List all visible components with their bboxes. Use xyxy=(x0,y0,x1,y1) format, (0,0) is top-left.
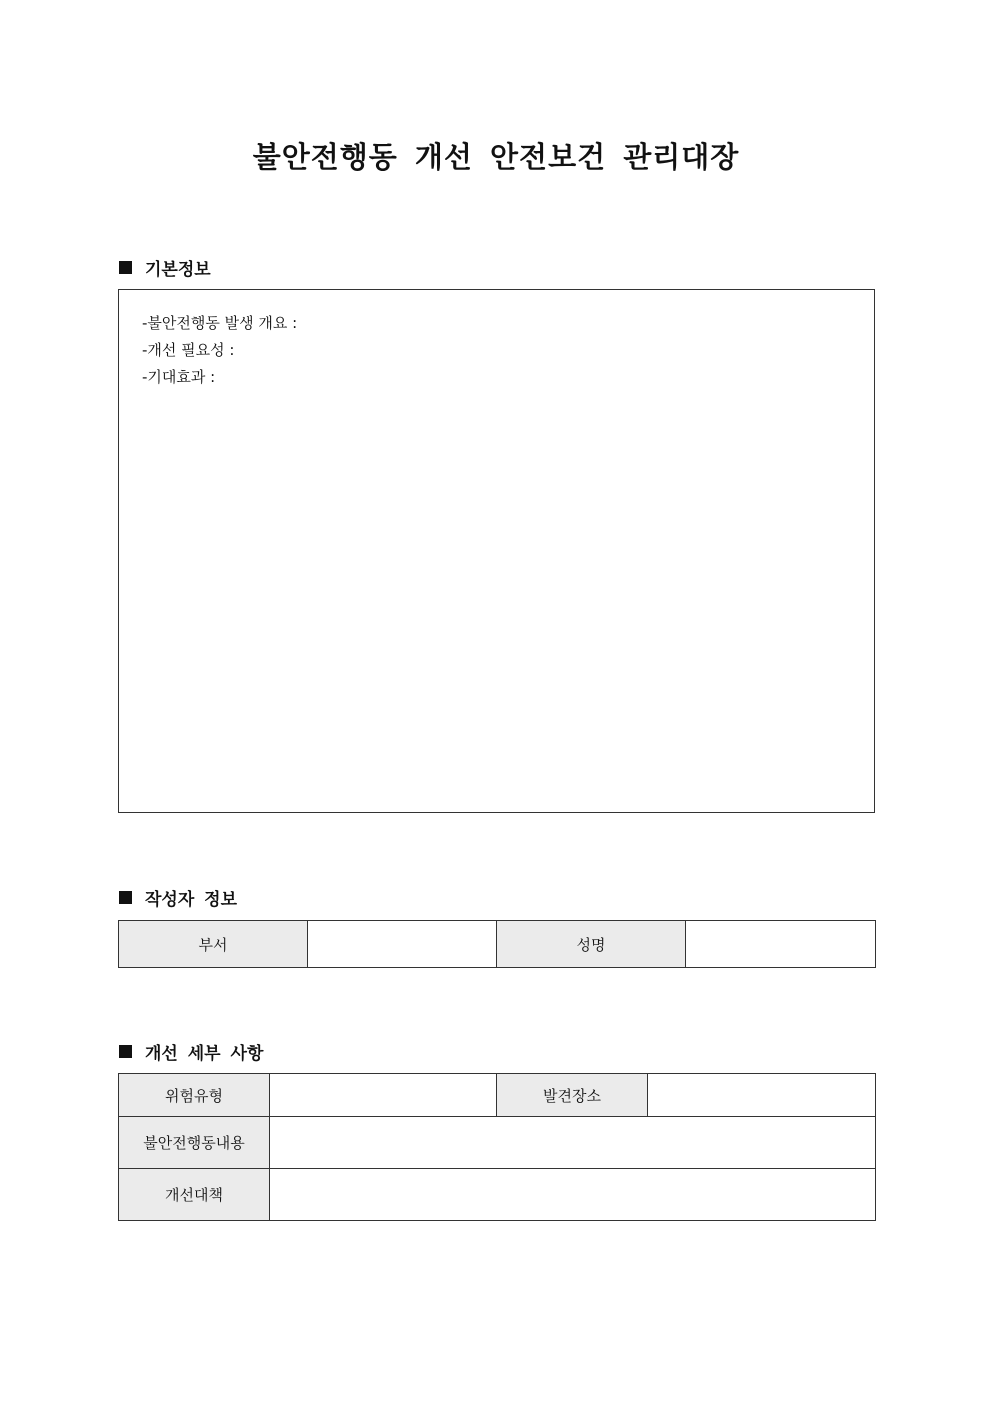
black-square-bullet-icon xyxy=(119,261,132,274)
improvement-details-table xyxy=(118,1073,876,1221)
department-field[interactable] xyxy=(308,921,497,968)
basic-info-line-overview: -불안전행동 발생 개요 : xyxy=(142,314,298,332)
department-label: 부서 xyxy=(119,921,308,968)
basic-info-lines xyxy=(142,310,297,391)
author-info-table xyxy=(118,920,876,968)
section-heading-text: 기본정보 xyxy=(145,260,211,280)
section-heading-author-info xyxy=(119,885,237,910)
unsafe-behavior-field[interactable] xyxy=(270,1117,876,1169)
hazard-type-field[interactable] xyxy=(270,1074,497,1117)
section-heading-text: 개선 세부 사항 xyxy=(145,1044,264,1064)
location-label: 발견장소 xyxy=(497,1074,648,1117)
section-heading-improvement-details xyxy=(119,1039,263,1064)
location-field[interactable] xyxy=(648,1074,876,1117)
unsafe-behavior-label: 불안전행동내용 xyxy=(119,1117,270,1169)
section-heading-basic-info xyxy=(119,255,211,280)
black-square-bullet-icon xyxy=(119,1045,132,1058)
black-square-bullet-icon xyxy=(119,891,132,904)
basic-info-box[interactable] xyxy=(118,289,875,813)
countermeasure-field[interactable] xyxy=(270,1169,876,1221)
section-heading-text: 작성자 정보 xyxy=(145,890,238,910)
basic-info-line-necessity: -개선 필요성 : xyxy=(142,341,235,359)
countermeasure-label: 개선대책 xyxy=(119,1169,270,1221)
name-field[interactable] xyxy=(686,921,876,968)
page-title: 불안전행동 개선 안전보건 관리대장 xyxy=(252,140,740,174)
name-label: 성명 xyxy=(497,921,686,968)
basic-info-line-expected-effect: -기대효과 : xyxy=(142,368,216,386)
hazard-type-label: 위험유형 xyxy=(119,1074,270,1117)
